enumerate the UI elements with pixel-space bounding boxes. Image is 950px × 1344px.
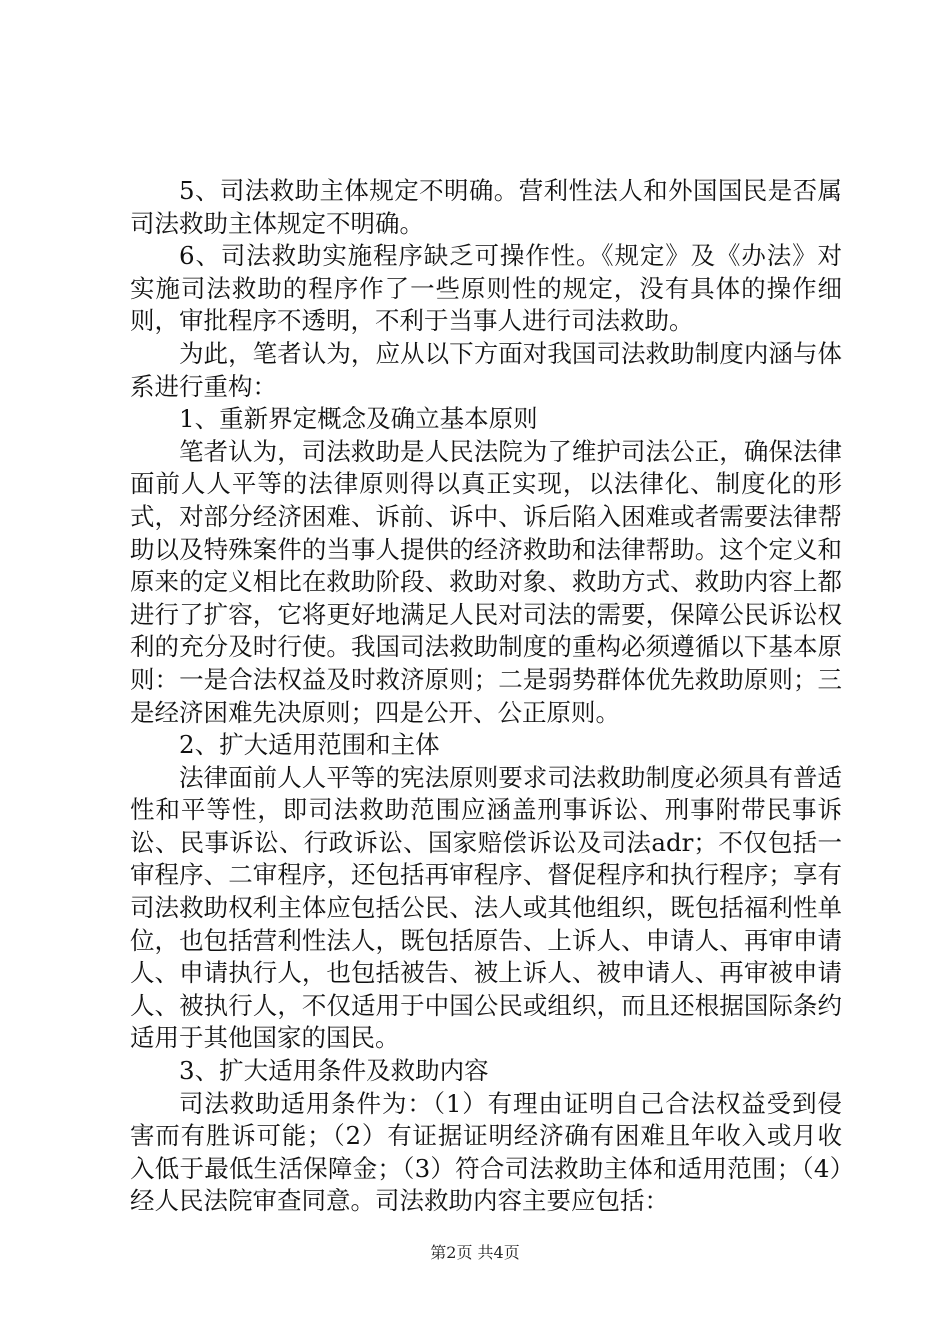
paragraph-definition: 笔者认为，司法救助是人民法院为了维护司法公正，确保法律面前人人平等的法律原则得以真正实现，以法律化、制度化的形式，对部分经济困难、诉前、诉中、诉后陷入困难或者需要法律帮助以及特殊案件的当事人提供的经济救助和法律帮助。这个定义和原来的定义相比在救助阶段、救助对象、救助方式、救助内容上都进行了扩容，它将更好地满足人民对司法的需要，保障公民诉讼权利的充分及时行使。我国司法救助制度的重构必须遵循以下基本原则：一是合法权益及时救济原则；二是弱势群体优先救助原则；三是经济困难先决原则；四是公开、公正原则。 (130, 436, 842, 727)
document-body (130, 175, 842, 1218)
paragraph-item-6: 6、司法救助实施程序缺乏可操作性。《规定》及《办法》对实施司法救助的程序作了一些原则性的规定，没有具体的操作细则，审批程序不透明，不利于当事人进行司法救助。 (130, 241, 842, 336)
section-heading-1: 1、重新界定概念及确立基本原则 (179, 404, 538, 434)
paragraph-intro-reconstruction: 为此，笔者认为，应从以下方面对我国司法救助制度内涵与体系进行重构： (130, 338, 842, 401)
paragraph-scope: 法律面前人人平等的宪法原则要求司法救助制度必须具有普适性和平等性，即司法救助范围应涵盖刑事诉讼、刑事附带民事诉讼、民事诉讼、行政诉讼、国家赔偿诉讼及司法adr；不仅包括一审程序、二审程序，还包括再审程序、督促程序和执行程序；享有司法救助权利主体应包括公民、法人或其他组织，既包括福利性单位，也包括营利性法人，既包括原告、上诉人、申请人、再审申请人、申请执行人，也包括被告、被上诉人、被申请人、再审被申请人、被执行人，不仅适用于中国公民或组织，而且还根据国际条约适用于其他国家的国民。 (130, 762, 842, 1053)
section-heading-2: 2、扩大适用范围和主体 (179, 730, 440, 760)
paragraph-conditions: 司法救助适用条件为：（1）有理由证明自己合法权益受到侵害而有胜诉可能；（2）有证据证明经济确有困难且年收入或月收入低于最低生活保障金；（3）符合司法救助主体和适用范围；（4）经人民法院审查同意。司法救助内容主要应包括： (130, 1088, 842, 1216)
paragraph-item-5: 5、司法救助主体规定不明确。营利性法人和外国国民是否属司法救助主体规定不明确。 (130, 176, 842, 238)
page-number-footer: 第2页 共4页 (430, 1243, 520, 1262)
section-heading-3: 3、扩大适用条件及救助内容 (179, 1056, 489, 1086)
